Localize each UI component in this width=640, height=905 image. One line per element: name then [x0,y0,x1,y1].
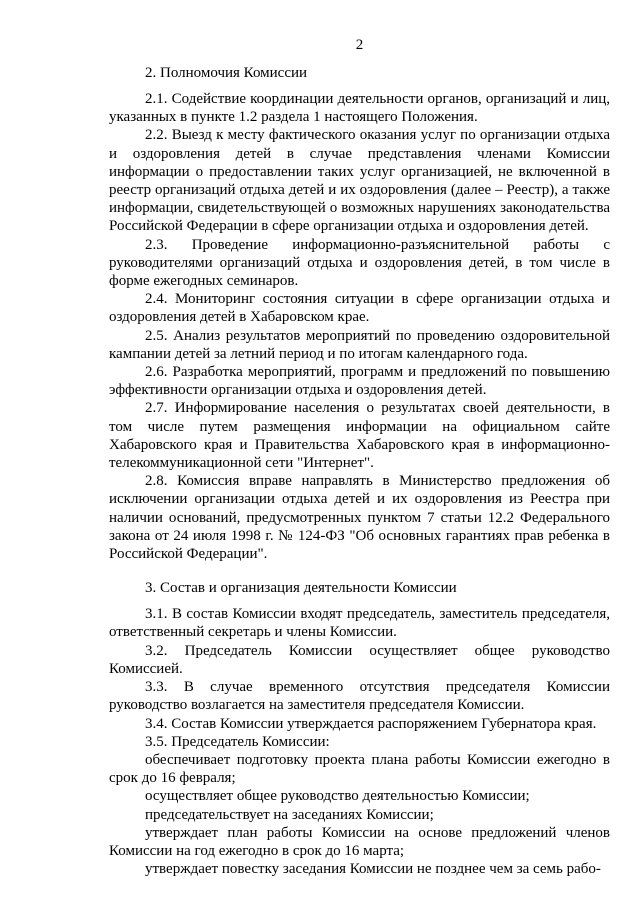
paragraph-2-7: 2.7. Информирование населения о результатах своей деятельности, в том числе путем размещения информации на официальном сайте Хабаровского края и Правительства Хабаровского края в информационно-телекоммуникационной сети "Интернет". [109,400,610,472]
paragraph-3-3: 3.3. В случае временного отсутствия председателя Комиссии руководство возлагается на заместителя председателя Комиссии. [109,679,610,714]
section-3-heading: 3. Состав и организация деятельности Комиссии [145,580,457,597]
paragraph-3-2: 3.2. Председатель Комиссии осуществляет общее руководство Комиссией. [109,642,610,677]
paragraph-3-4: 3.4. Состав Комиссии утверждается распоряжением Губернатора края. [145,715,597,732]
paragraph-2-2: 2.2. Выезд к месту фактического оказания услуг по организации отдыха и оздоровления детей в случае представления членами Комиссии информации о предоставлении таких услуг организацией, не включенной в реестр организаций отдыха детей и их оздоровления (далее – Реестр), а также информации, свидетельствующей о возможных нарушениях законодательства Российской Федерации в сфере организации отдыха и оздоровления детей. [109,127,610,235]
paragraph-3-5: 3.5. Председатель Комиссии: [145,733,330,750]
chairman-duty-1: обеспечивает подготовку проекта плана работы Комиссии ежегодно в срок до 16 февраля; [109,751,610,787]
chairman-duty-5: утверждает повестку заседания Комиссии не позднее чем за семь рабо- [145,861,601,878]
paragraph-3-1: 3.1. В состав Комиссии входят председатель, заместитель председателя, ответственный секретарь и члены Комиссии. [109,606,610,641]
page-number: 2 [355,37,364,53]
paragraph-2-6: 2.6. Разработка мероприятий, программ и предложений по повышению эффективности организации отдыха и оздоровления детей. [109,364,610,399]
chairman-duty-3: председательствует на заседаниях Комиссии; [145,806,434,823]
paragraph-2-4: 2.4. Мониторинг состояния ситуации в сфере организации отдыха и оздоровления детей в Хабаровском крае. [109,291,610,326]
chairman-duty-2: осуществляет общее руководство деятельностью Комиссии; [145,788,530,805]
paragraph-2-8: 2.8. Комиссия вправе направлять в Министерство предложения об исключении организации отдыха детей и их оздоровления из Реестра при наличии оснований, предусмотренных пунктом 7 статьи 12.2 Федерального закона от 24 июля 1998 г. № 124-ФЗ "Об основных гарантиях прав ребенка в Российской Федерации". [109,473,610,563]
paragraph-2-1: 2.1. Содействие координации деятельности органов, организаций и лиц, указанных в пункте 1.2 раздела 1 настоящего Положения. [109,91,610,126]
chairman-duty-4: утверждает план работы Комиссии на основе предложений членов Комиссии на год ежегодно в срок до 16 марта; [109,824,610,859]
paragraph-2-5: 2.5. Анализ результатов мероприятий по проведению оздоровительной кампании детей за летний период и по итогам календарного года. [109,327,610,362]
section-2-heading: 2. Полномочия Комиссии [145,65,308,81]
paragraph-2-3: 2.3. Проведение информационно-разъяснительной работы с руководителями организаций отдыха и оздоровления детей, в том числе в форме ежегодных семинаров. [109,236,610,290]
